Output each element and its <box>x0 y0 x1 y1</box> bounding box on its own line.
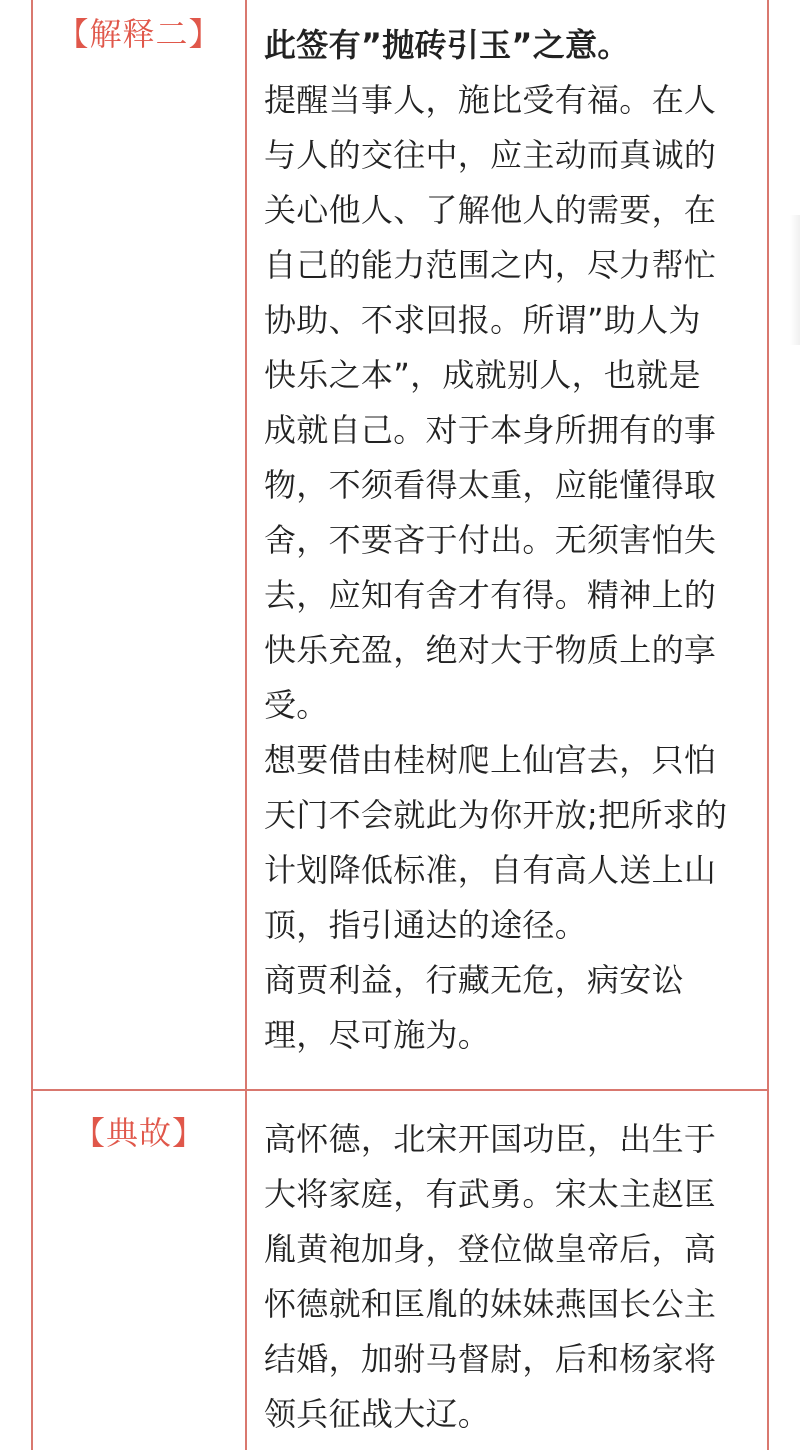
column-divider <box>245 0 247 1450</box>
content-line: 想要借由桂树爬上仙宫去，只怕 <box>264 741 717 779</box>
scroll-edge-shadow <box>790 215 800 345</box>
content-line: 顶，指引通达的途径。 <box>264 906 588 944</box>
content-line: 怀德就和匡胤的妹妹燕国长公主 <box>264 1285 717 1323</box>
content-line: 关心他人、了解他人的需要，在 <box>264 191 717 229</box>
section-content-explanation-2 <box>264 18 756 1063</box>
content-line: 物，不须看得太重，应能懂得取 <box>264 466 717 504</box>
content-line: 快乐之本”，成就别人，也就是 <box>264 356 701 394</box>
content-line: 受。 <box>264 686 329 724</box>
section-content-allusion <box>264 1112 756 1442</box>
content-heading: 此签有”抛砖引玉”之意。 <box>264 26 630 64</box>
content-line: 计划降低标准，自有高人送上山 <box>264 851 717 889</box>
content-line: 成就自己。对于本身所拥有的事 <box>264 411 717 449</box>
row-divider <box>31 1089 769 1091</box>
content-line: 领兵征战大辽。 <box>264 1395 491 1433</box>
content-line: 协助、不求回报。所谓”助人为 <box>264 301 701 339</box>
content-line: 结婚，加驸马督尉，后和杨家将 <box>264 1340 717 1378</box>
content-line: 商贾利益，行藏无危，病安讼 <box>264 961 684 999</box>
content-line: 理，尽可施为。 <box>264 1016 491 1054</box>
content-line: 高怀德，北宋开国功臣，出生于 <box>264 1120 717 1158</box>
content-line: 提醒当事人，施比受有福。在人 <box>264 81 717 119</box>
content-line: 与人的交往中，应主动而真诚的 <box>264 136 717 174</box>
content-line: 天门不会就此为你开放;把所求的 <box>264 796 728 834</box>
content-line: 自己的能力范围之内，尽力帮忙 <box>264 246 717 284</box>
content-line: 去，应知有舍才有得。精神上的 <box>264 576 717 614</box>
content-line: 快乐充盈，绝对大于物质上的享 <box>264 631 717 669</box>
content-line: 舍，不要吝于付出。无须害怕失 <box>264 521 717 559</box>
content-line: 胤黄袍加身，登位做皇帝后，高 <box>264 1230 717 1268</box>
section-label-allusion: 【典故】 <box>72 1114 205 1152</box>
content-line: 大将家庭，有武勇。宋太主赵匡 <box>264 1175 717 1213</box>
section-label-explanation-2: 【解释二】 <box>56 15 222 53</box>
